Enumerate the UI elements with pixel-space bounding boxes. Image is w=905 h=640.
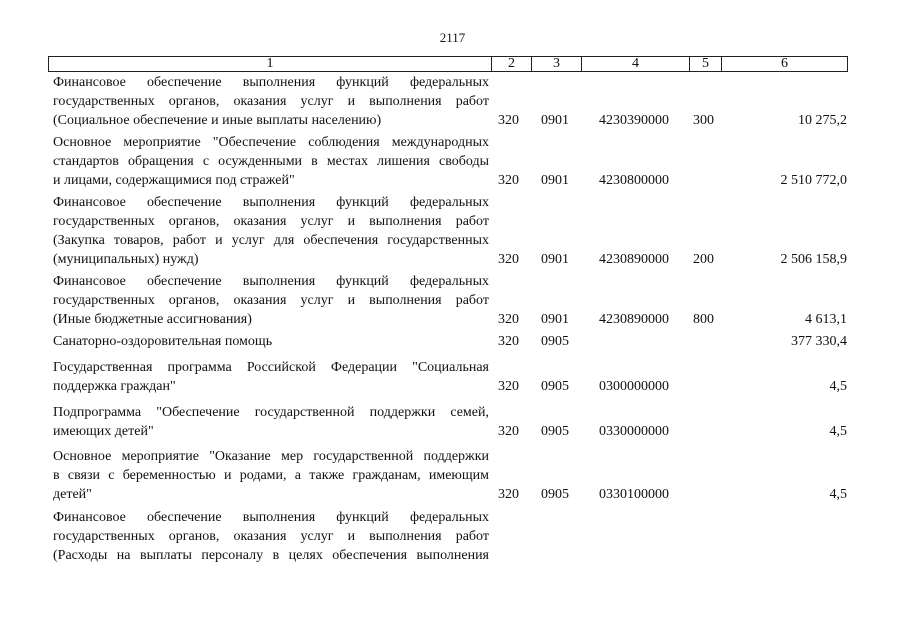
row-description: [53, 193, 489, 269]
description-line: Основное мероприятие "Обеспечение соблюдения международных: [53, 135, 489, 150]
page-number: 2117: [439, 30, 466, 45]
amount: 4,5: [829, 487, 847, 502]
description-line: (Иные бюджетные ассигнования): [53, 312, 252, 327]
row-description: [53, 73, 489, 130]
target-article-code: 0300000000: [599, 379, 669, 394]
column-header-4: 4: [581, 57, 689, 71]
description-line: Санаторно-оздоровительная помощь: [53, 334, 273, 349]
expense-type-code: 200: [693, 252, 714, 267]
description-line: государственных органов, оказания услуг и выполнения работ: [53, 293, 489, 308]
table-header: [48, 56, 848, 72]
subsection-code: 0905: [541, 334, 569, 349]
section-code: 320: [498, 173, 519, 188]
description-line: и лицами, содержащимися под стражей": [53, 173, 295, 188]
description-line: государственных органов, оказания услуг и выполнения работ: [53, 94, 489, 109]
description-line: Основное мероприятие "Оказание мер государственной поддержки: [53, 449, 489, 464]
section-code: 320: [498, 424, 519, 439]
description-line: стандартов обращения с осужденными в местах лишения свободы: [53, 154, 489, 169]
amount: 2 506 158,9: [780, 252, 847, 267]
description-line: Подпрограмма "Обеспечение государственной поддержки семей,: [53, 405, 489, 420]
description-line: поддержка граждан": [53, 379, 176, 394]
column-header-6: 6: [721, 57, 847, 71]
section-code: 320: [498, 487, 519, 502]
description-line: в связи с беременностью и родами, а также гражданам, имеющим: [53, 468, 489, 483]
description-line: государственных органов, оказания услуг и выполнения работ: [53, 214, 489, 229]
description-line: Финансовое обеспечение выполнения функций федеральных: [53, 510, 489, 525]
column-header-3: 3: [531, 57, 581, 71]
amount: 2 510 772,0: [780, 173, 847, 188]
target-article-code: 4230800000: [599, 173, 669, 188]
amount: 4,5: [829, 379, 847, 394]
section-code: 320: [498, 334, 519, 349]
description-line: (Расходы на выплаты персоналу в целях обеспечения выполнения: [53, 548, 489, 563]
row-description: [53, 332, 489, 351]
row-description: [53, 133, 489, 190]
section-code: 320: [498, 113, 519, 128]
amount: 377 330,4: [791, 334, 847, 349]
subsection-code: 0905: [541, 379, 569, 394]
description-line: детей": [53, 487, 92, 502]
description-line: Финансовое обеспечение выполнения функций федеральных: [53, 274, 489, 289]
subsection-code: 0901: [541, 252, 569, 267]
amount: 4,5: [829, 424, 847, 439]
section-code: 320: [498, 252, 519, 267]
column-header-5: 5: [689, 57, 721, 71]
row-description: [53, 508, 489, 565]
description-line: (Социальное обеспечение и иные выплаты населению): [53, 113, 382, 128]
column-header-2: 2: [491, 57, 531, 71]
row-description: [53, 358, 489, 396]
subsection-code: 0905: [541, 487, 569, 502]
row-description: [53, 447, 489, 504]
description-line: (муниципальных) нужд): [53, 252, 199, 267]
description-line: Финансовое обеспечение выполнения функций федеральных: [53, 75, 489, 90]
target-article-code: 0330100000: [599, 487, 669, 502]
subsection-code: 0901: [541, 173, 569, 188]
section-code: 320: [498, 312, 519, 327]
description-line: Государственная программа Российской Федерации "Социальная: [53, 360, 489, 375]
subsection-code: 0901: [541, 113, 569, 128]
expense-type-code: 800: [693, 312, 714, 327]
description-line: Финансовое обеспечение выполнения функций федеральных: [53, 195, 489, 210]
description-line: государственных органов, оказания услуг и выполнения работ: [53, 529, 489, 544]
target-article-code: 4230390000: [599, 113, 669, 128]
row-description: [53, 403, 489, 441]
subsection-code: 0901: [541, 312, 569, 327]
expense-type-code: 300: [693, 113, 714, 128]
description-line: (Закупка товаров, работ и услуг для обеспечения государственных: [53, 233, 489, 248]
target-article-code: 4230890000: [599, 312, 669, 327]
amount: 4 613,1: [805, 312, 847, 327]
section-code: 320: [498, 379, 519, 394]
description-line: имеющих детей": [53, 424, 154, 439]
row-description: [53, 272, 489, 329]
subsection-code: 0905: [541, 424, 569, 439]
amount: 10 275,2: [798, 113, 847, 128]
target-article-code: 0330000000: [599, 424, 669, 439]
target-article-code: 4230890000: [599, 252, 669, 267]
column-header-1: 1: [266, 56, 274, 71]
